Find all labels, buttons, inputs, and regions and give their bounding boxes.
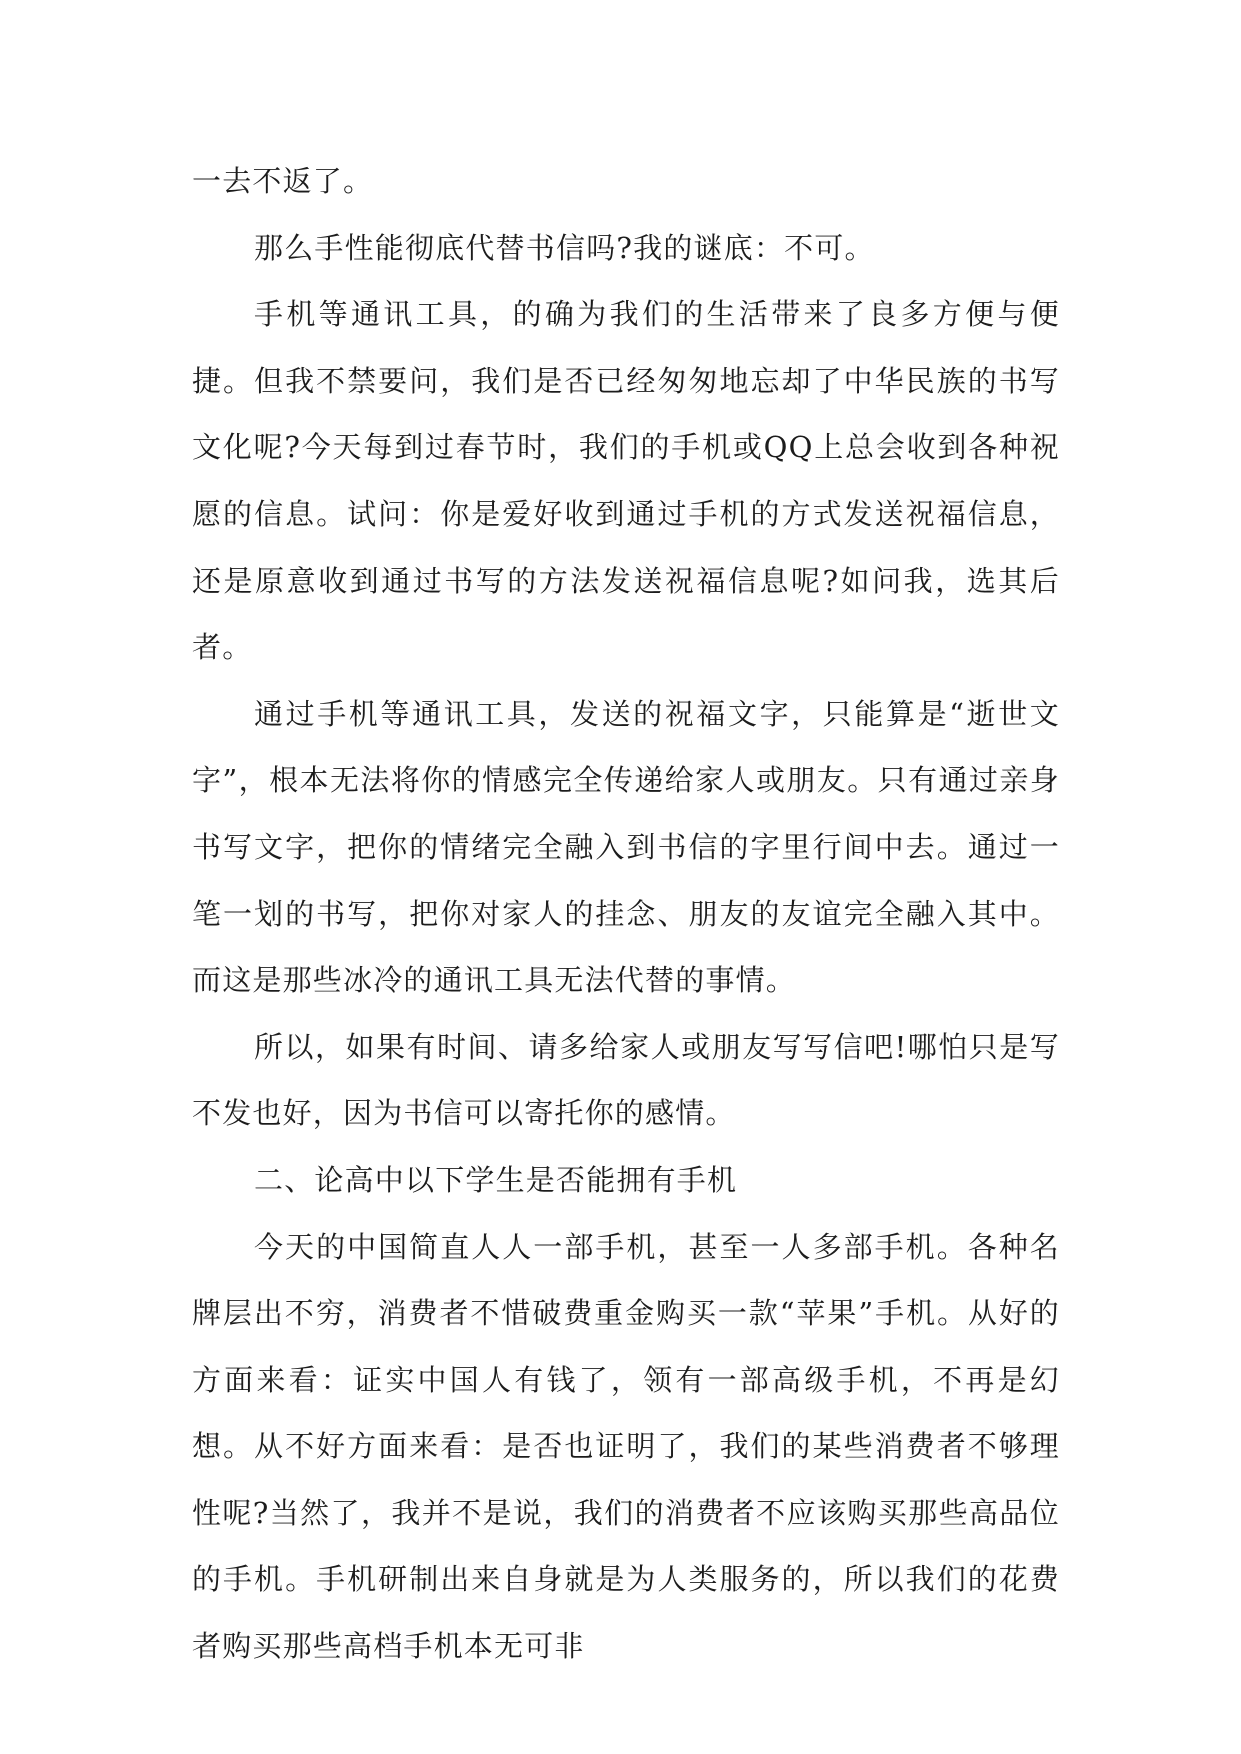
paragraph-3: 手机等通讯工具，的确为我们的生活带来了良多方便与便捷。但我不禁要问，我们是否已经匆匆地忘却了中华民族的书写文化呢?今天每到过春节时，我们的手机或QQ上总会收到各种祝愿的信息。试问：你是爱好收到通过手机的方式发送祝福信息，还是原意收到通过书写的方法发送祝福信息呢?如问我，选其后者。 xyxy=(192,297,1060,665)
paragraph-4: 通过手机等通讯工具，发送的祝福文字，只能算是“逝世文字”，根本无法将你的情感完全传递给家人或朋友。只有通过亲身书写文字，把你的情绪完全融入到书信的字里行间中去。通过一笔一划的书写，把你对家人的挂念、朋友的友谊完全融入其中。而这是那些冰冷的通讯工具无法代替的事情。 xyxy=(192,696,1060,998)
paragraph-6: 今天的中国简直人人一部手机，甚至一人多部手机。各种名牌层出不穷，消费者不惜破费重金购买一款“苹果”手机。从好的方面来看：证实中国人有钱了，领有一部高级手机，不再是幻想。从不好方面来看：是否也证明了，我们的某些消费者不够理性呢?当然了，我并不是说，我们的消费者不应该购买那些高品位的手机。手机研制出来自身就是为人类服务的，所以我们的花费者购买那些高档手机本无可非 xyxy=(192,1229,1060,1664)
paragraph-2: 那么手性能彻底代替书信吗?我的谜底：不可。 xyxy=(254,230,875,265)
paragraph-5: 所以，如果有时间、请多给家人或朋友写写信吧!哪怕只是写不发也好，因为书信可以寄托你的感情。 xyxy=(192,1029,1060,1131)
section-heading: 二、论高中以下学生是否能拥有手机 xyxy=(254,1162,738,1197)
document-body xyxy=(192,148,1060,1680)
paragraph-1: 一去不返了。 xyxy=(192,164,374,198)
